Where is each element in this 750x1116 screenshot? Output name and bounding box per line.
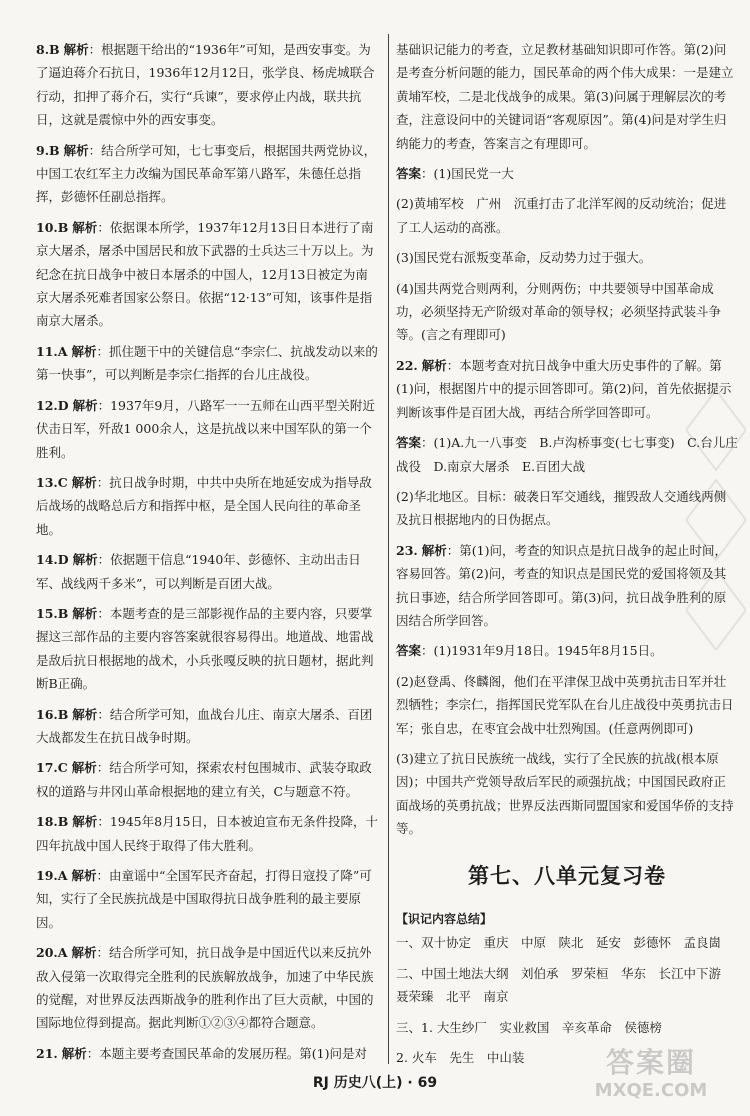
item-tag: 解析 bbox=[71, 945, 97, 961]
answer-item bbox=[36, 216, 380, 333]
item-text: ：1945年8月15日，日本被迫宣布无条件投降，十四年抗战中国人民终于取得了伟大胜利。 bbox=[36, 814, 378, 853]
block-text: (3)建立了抗日民族统一战线，实行了全民族的抗战(根本原因)；中国共产党领导敌后军民的顽强抗战；中国国民政府正面战场的英勇抗战；世界反法西斯同盟国家和爱国华侨的支持等。 bbox=[396, 750, 734, 837]
item-number: 8.B bbox=[36, 42, 60, 57]
watermark-en: MXQE.COM bbox=[594, 1080, 708, 1101]
block-text: (2)赵登禹、佟麟阁，他们在平津保卫战中英勇抗击日军并壮烈牺牲；李宗仁，指挥国民党军队在台儿庄战役中英勇抗击日军；张自忠，在枣宜会战中壮烈殉国。(任意两例即可) bbox=[396, 673, 734, 736]
page-footer: RJ 历史八(上) · 69 bbox=[312, 1075, 438, 1091]
item-number: 13.C bbox=[36, 474, 68, 490]
column-divider bbox=[388, 34, 389, 1064]
answer-label: 答案 bbox=[396, 435, 422, 451]
item-tag: 解析 bbox=[421, 357, 447, 373]
item-tag: 解析 bbox=[72, 552, 98, 568]
watermark-logo bbox=[566, 1046, 736, 1108]
item-tag: 解析 bbox=[63, 42, 89, 57]
item-number: 15.B bbox=[36, 605, 69, 621]
text-block bbox=[396, 246, 738, 269]
item-number: 17.C bbox=[36, 760, 68, 776]
item-number: 14.D bbox=[36, 552, 69, 568]
item-tag: 解析 bbox=[71, 474, 97, 490]
summary-line: 一、双十协定 重庆 中原 陕北 延安 彭德怀 孟良崮 bbox=[396, 935, 722, 951]
left-column bbox=[36, 38, 380, 1072]
item-number: 23. bbox=[396, 542, 418, 558]
section-title: 第七、八单元复习卷 bbox=[468, 863, 666, 888]
summary-line: 二、中国土地法大纲 刘伯承 罗荣桓 华东 长江中下游 聂荣臻 北平 南京 bbox=[396, 965, 734, 1005]
answer-item bbox=[36, 548, 380, 595]
item-tag: 解析 bbox=[72, 706, 98, 722]
summary-line: 2. 火车 先生 中山装 bbox=[396, 1050, 525, 1066]
item-tag: 解析 bbox=[72, 397, 98, 413]
item-number: 19.A bbox=[36, 868, 68, 883]
item-number: 11.A bbox=[36, 343, 68, 359]
item-text: ：抗日战争时期，中共中央所在地延安成为指导敌后战场的战略总后方和指挥中枢，是全国人民向往的革命圣地。 bbox=[36, 474, 372, 537]
text-block bbox=[396, 192, 738, 239]
block-text: ：(1)国民党一大 bbox=[421, 166, 514, 182]
item-number: 21. bbox=[36, 1045, 58, 1061]
answer-item bbox=[36, 703, 380, 750]
answer-item bbox=[36, 394, 380, 464]
summary-line: 三、1. 大生纱厂 实业救国 辛亥革命 侯德榜 bbox=[396, 1019, 662, 1035]
answer-label: 答案 bbox=[396, 643, 422, 659]
block-text: (3)国民党右派叛变革命，反动势力过于强大。 bbox=[396, 250, 652, 266]
answer-item bbox=[36, 864, 380, 934]
text-block bbox=[396, 747, 738, 841]
item-text: ：由童谣中“全国军民齐奋起，打得日寇投了降”可知，实行了全民族抗战是中国取得抗日战争胜利的最主要原因。 bbox=[36, 868, 372, 930]
answer-item bbox=[36, 810, 380, 857]
text-block bbox=[396, 670, 738, 740]
block-text: 基础识记能力的考查，立足教材基础知识即可作答。第(2)问是考查分析问题的能力，国民革命的两个伟大成果：一是建立黄埔军校，二是北伐战争的成果。第(3)问属于理解层次的考查，注意设问中的关键词语“客观原因”。第(4)问是对学生归纳能力的考查，答案言之有理即可。 bbox=[396, 42, 734, 151]
answer-item bbox=[36, 602, 380, 696]
answer-item bbox=[36, 756, 380, 803]
item-text: ：根据题干给出的“1936年”可知，是西安事变。为了逼迫蒋介石抗日，1936年12月12日，张学良、杨虎城联合行动，扣押了蒋介石，实行“兵谏”，要求停止内战，联共抗日，这就是震惊中外的西安事变。 bbox=[36, 42, 375, 128]
answer-item bbox=[36, 38, 380, 132]
block-text: (4)国共两党合则两利，分则两伤；中共要领导中国革命成功，必须坚持无产阶级对革命的领导权；必须坚持武装斗争等。(言之有理即可) bbox=[396, 280, 722, 343]
item-text: ：本题考查的是三部影视作品的主要内容，只要掌握这三部作品的主要内容答案就很容易得出。地道战、地雷战是敌后抗日根据地的战术，小兵张嘎反映的抗日题材，据此判断B正确。 bbox=[36, 605, 374, 692]
text-block bbox=[396, 277, 738, 347]
block-text: ：(1)1931年9月18日。1945年8月15日。 bbox=[421, 643, 663, 659]
item-number: 20.A bbox=[36, 945, 68, 961]
answer-item bbox=[36, 139, 380, 209]
answer-item bbox=[36, 1042, 380, 1065]
item-text: ：结合所学可知，血战台儿庄、南京大屠杀、百团大战都发生在抗日战争时期。 bbox=[36, 706, 373, 745]
block-text: ：本题考查对抗日战争中重大历史事件的了解。第(1)问，根据图片中的提示回答即可。第(2)问，首先依据提示判断该事件是百团大战，再结合所学回答即可。 bbox=[396, 357, 732, 420]
item-tag: 解析 bbox=[71, 868, 97, 883]
item-text: ：结合所学可知，探索农村包围城市、武装夺取政权的道路与井冈山革命根据地的建立有关，C与题意不符。 bbox=[36, 760, 372, 799]
item-number: 10.B bbox=[36, 219, 69, 235]
item-number: 16.B bbox=[36, 706, 69, 722]
item-tag: 解析 bbox=[71, 760, 97, 776]
item-text: ：抓住题干中的关键信息“李宗仁、抗战发动以来的第一快事”，可以判断是李宗仁指挥的台儿庄战役。 bbox=[36, 343, 378, 383]
item-tag: 解析 bbox=[61, 1045, 87, 1061]
item-number: 9.B bbox=[36, 142, 60, 158]
item-tag: 解析 bbox=[421, 542, 447, 558]
answer-label: 答案 bbox=[396, 166, 422, 182]
item-number: 12.D bbox=[36, 397, 69, 413]
answer-item bbox=[36, 340, 380, 387]
text-block bbox=[396, 38, 738, 155]
answer-line bbox=[396, 162, 738, 185]
block-text: (2)华北地区。目标：破袭日军交通线，摧毁敌人交通线两侧及抗日根据地内的日伪据点。 bbox=[396, 488, 727, 528]
section-subhead: 【识记内容总结】 bbox=[396, 912, 493, 926]
block-text: (2)黄埔军校 广州 沉重打击了北洋军阀的反动统治；促进了工人运动的高涨。 bbox=[396, 196, 727, 235]
decorative-pattern-icon bbox=[686, 390, 746, 650]
item-text: ：结合所学可知，七七事变后，根据国共两党协议，中国工农红军主力改编为国民革命军第八路军，朱德任总指挥，彭德怀任副总指挥。 bbox=[36, 142, 377, 205]
item-tag: 解析 bbox=[72, 814, 98, 830]
item-number: 22. bbox=[396, 357, 418, 373]
item-tag: 解析 bbox=[71, 343, 97, 359]
watermark-cn: 答案圈 bbox=[605, 1046, 696, 1079]
item-text: ：结合所学可知，抗日战争是中国近代以来反抗外敌入侵第一次取得完全胜利的民族解放战争，加速了中华民族的觉醒，对世界反法西斯战争的胜利作出了巨大贡献，中国的国际地位得到提高。据此判断①②③④都符合题意。 bbox=[36, 945, 374, 1031]
item-text: ：本题主要考查国民革命的发展历程。第(1)问是对 bbox=[86, 1045, 367, 1061]
answer-item bbox=[36, 471, 380, 541]
item-tag: 解析 bbox=[72, 219, 98, 235]
item-text: ：依据题干信息“1940年、彭德怀、主动出击日军、战线两千多米”，可以判断是百团大战。 bbox=[36, 552, 361, 591]
item-text: ：依据课本所学，1937年12月13日日本进行了南京大屠杀，屠杀中国居民和放下武器的士兵达三十万以上。为纪念在抗日战争中被日本屠杀的中国人，12月13日被定为南京大屠杀死难者国家公祭日。依据“12·13”可知，该事件是指南京大屠杀。 bbox=[36, 219, 374, 329]
item-tag: 解析 bbox=[63, 142, 89, 158]
item-text: ：1937年9月，八路军一一五师在山西平型关附近伏击日军，歼敌1 000余人，这是抗战以来中国军队的第一个胜利。 bbox=[36, 397, 375, 460]
item-number: 18.B bbox=[36, 814, 69, 830]
item-tag: 解析 bbox=[72, 605, 98, 621]
block-text: ：第(1)问，考查的知识点是抗日战争的起止时间，容易回答。第(2)问，考查的知识点是国民党的爱国将领及其抗日事迹，结合所学回答即可。第(3)问，抗日战争胜利的原因结合所学回答。 bbox=[396, 542, 727, 628]
answer-item bbox=[36, 941, 380, 1035]
block-text: ：(1)A.九一八事变 B.卢沟桥事变(七七事变) C.台儿庄战役 D.南京大屠杀 E.百团大战 bbox=[396, 435, 738, 474]
